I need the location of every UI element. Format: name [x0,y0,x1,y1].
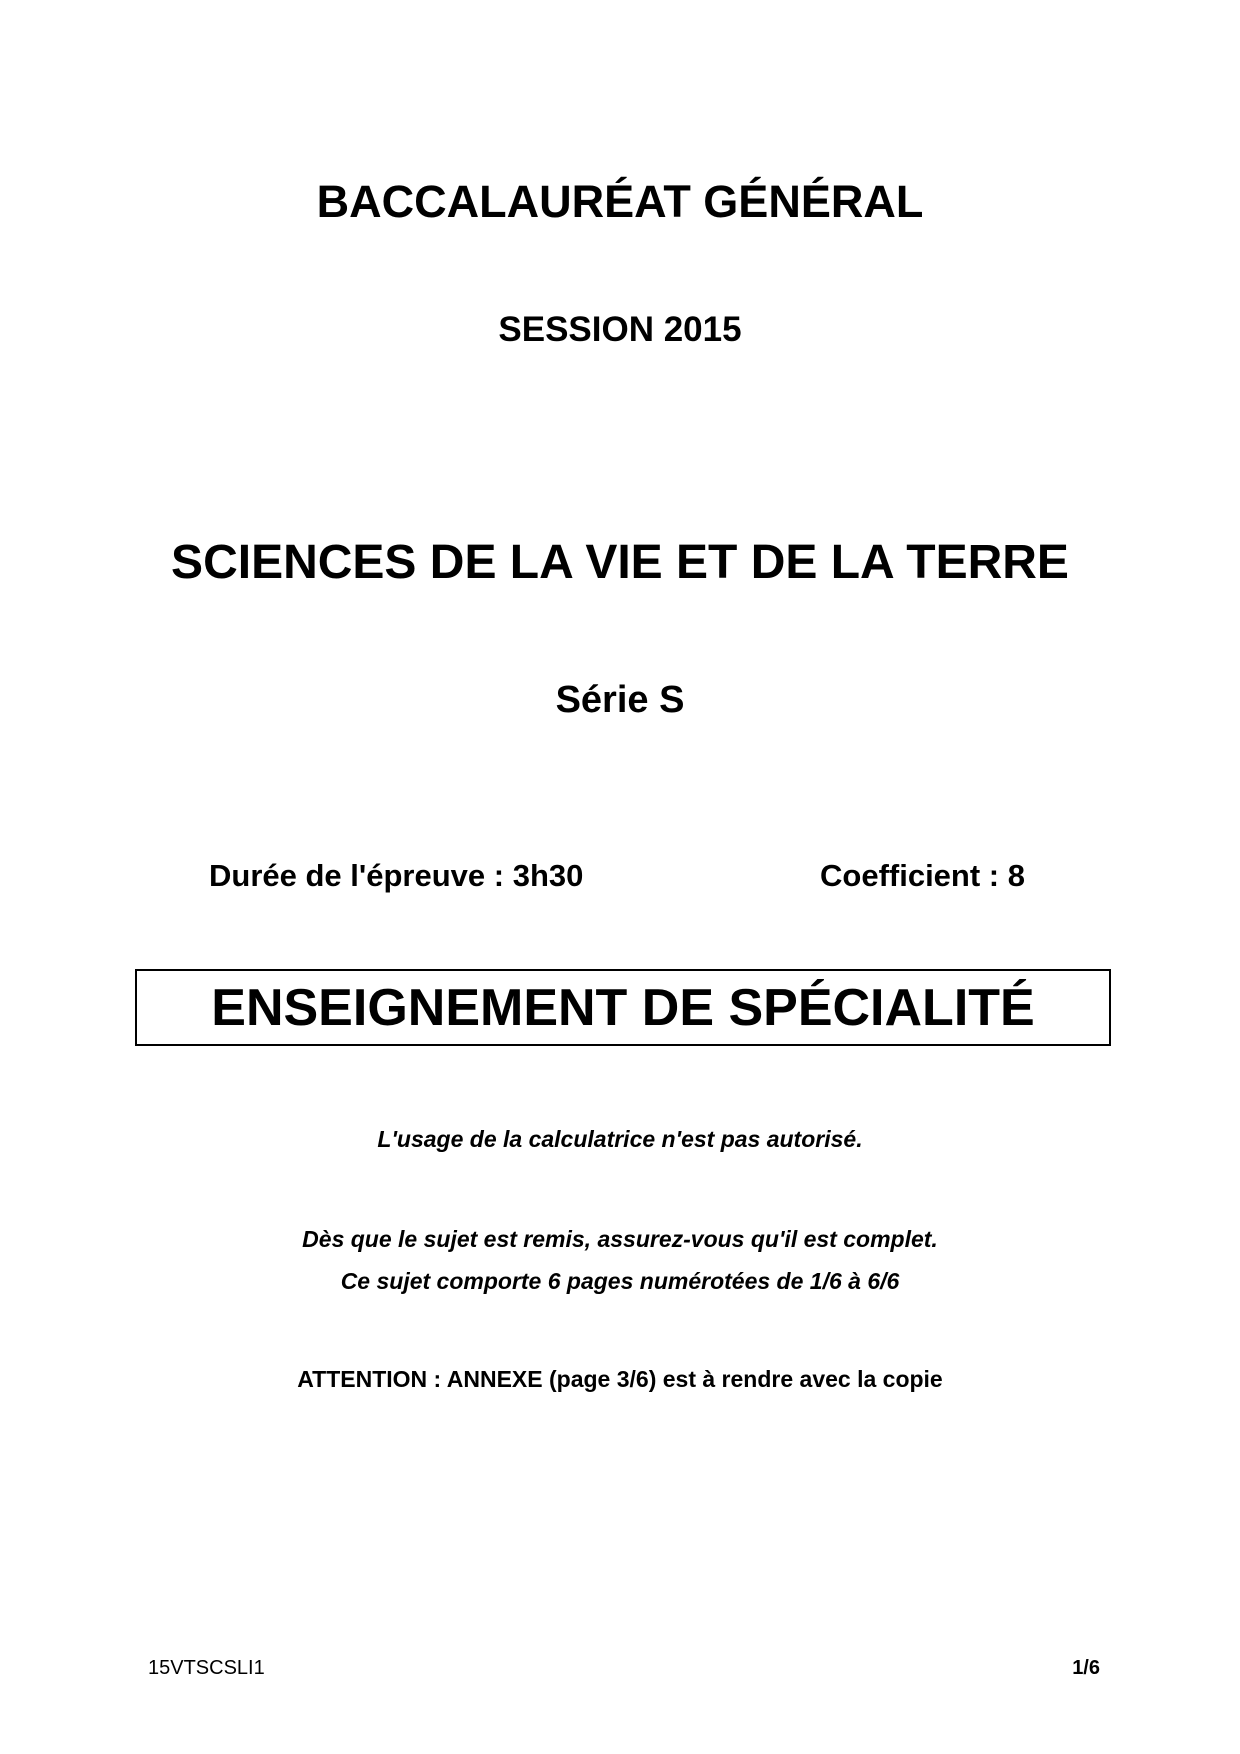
attention-note: ATTENTION : ANNEXE (page 3/6) est à rendre avec la copie [297,1366,943,1392]
completeness-note: Dès que le sujet est remis, assurez-vous qu'il est complet. [302,1226,938,1252]
specialty-label: ENSEIGNEMENT DE SPÉCIALITÉ [211,978,1035,1037]
specialty-box [135,969,1111,1046]
session-label: SESSION 2015 [498,310,742,349]
footer-page-number: 1/6 [1072,1657,1100,1679]
exam-coefficient: Coefficient : 8 [820,858,1025,893]
exam-duration: Durée de l'épreuve : 3h30 [209,858,584,893]
calculator-note: L'usage de la calculatrice n'est pas autorisé. [377,1126,863,1152]
subject-title: SCIENCES DE LA VIE ET DE LA TERRE [171,536,1069,589]
footer-code: 15VTSCSLI1 [148,1657,265,1679]
exam-title: BACCALAURÉAT GÉNÉRAL [316,176,924,227]
page-count-note: Ce sujet comporte 6 pages numérotées de 1/6 à 6/6 [340,1268,900,1294]
serie-label: Série S [555,679,685,721]
